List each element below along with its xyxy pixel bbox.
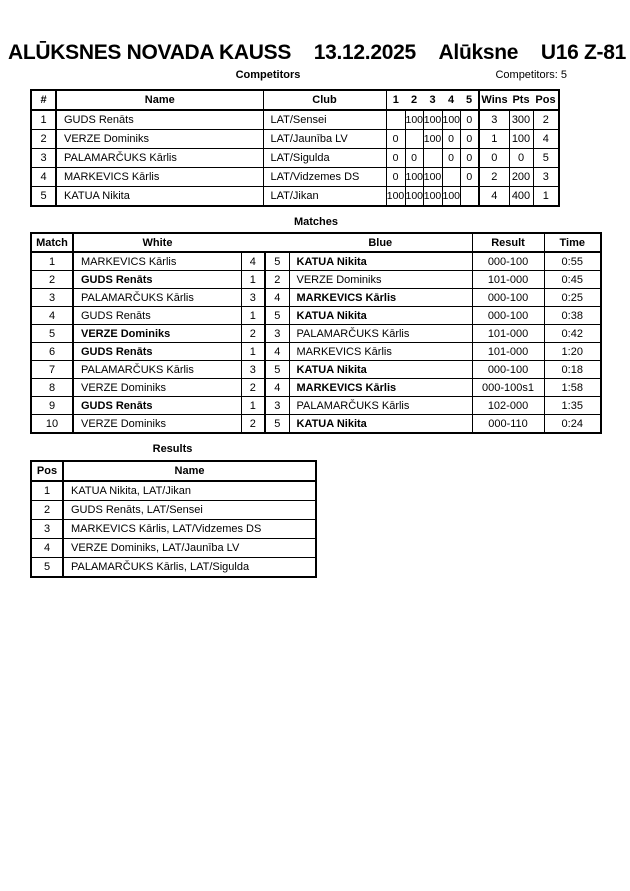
match-number: 3 (31, 289, 73, 307)
white-competitor-number: 2 (241, 325, 265, 343)
round-score-3: 100 (423, 110, 442, 130)
result-name: GUDS Renāts, LAT/Sensei (63, 501, 316, 520)
white-competitor-number: 1 (241, 271, 265, 289)
match-row (31, 343, 601, 361)
blue-competitor-number: 2 (265, 271, 289, 289)
col-header-match: Match (31, 233, 73, 252)
competitor-number: 3 (31, 149, 56, 168)
match-number: 5 (31, 325, 73, 343)
white-competitor-number: 2 (241, 379, 265, 397)
match-time: 1:20 (544, 343, 601, 361)
competitor-row (31, 149, 559, 168)
blue-competitor-number: 5 (265, 307, 289, 325)
section-label-matches: Matches (293, 216, 339, 228)
competitor-club: LAT/Jikan (263, 187, 386, 207)
match-number: 4 (31, 307, 73, 325)
round-score-1: 0 (386, 168, 405, 187)
col-header-round-4: 4 (442, 90, 460, 110)
round-score-5: 0 (460, 110, 479, 130)
matches-table (30, 232, 602, 434)
competitor-pos: 1 (533, 187, 559, 207)
match-time: 0:45 (544, 271, 601, 289)
col-header-white: White (73, 233, 241, 252)
white-competitor-name: GUDS Renāts (73, 307, 241, 325)
blue-competitor-name: VERZE Dominiks (289, 271, 472, 289)
round-score-3 (423, 149, 442, 168)
competitor-row (31, 168, 559, 187)
competitor-number: 4 (31, 168, 56, 187)
col-header-number: # (31, 90, 56, 110)
round-score-5: 0 (460, 168, 479, 187)
col-header-round-2: 2 (405, 90, 423, 110)
result-name: MARKEVICS Kārlis, LAT/Vidzemes DS (63, 520, 316, 539)
result-row (31, 481, 316, 501)
col-header-round-3: 3 (423, 90, 442, 110)
white-competitor-name: VERZE Dominiks (73, 325, 241, 343)
blue-competitor-name: MARKEVICS Kārlis (289, 379, 472, 397)
result-pos: 3 (31, 520, 63, 539)
col-header-time: Time (544, 233, 601, 252)
round-score-3: 100 (423, 187, 442, 207)
result-name: PALAMARČUKS Kārlis, LAT/Sigulda (63, 558, 316, 578)
results-header-row (31, 461, 316, 481)
competitor-pos: 5 (533, 149, 559, 168)
match-number: 9 (31, 397, 73, 415)
competitor-number: 1 (31, 110, 56, 130)
white-competitor-number: 4 (241, 252, 265, 271)
blue-competitor-name: KATUA Nikita (289, 361, 472, 379)
blue-competitor-number: 3 (265, 325, 289, 343)
competitors-count: Competitors: 5 (495, 69, 567, 81)
white-competitor-name: MARKEVICS Kārlis (73, 252, 241, 271)
competitor-row (31, 130, 559, 149)
match-time: 0:42 (544, 325, 601, 343)
competitor-wins: 4 (479, 187, 509, 207)
competitor-name: GUDS Renāts (56, 110, 263, 130)
col-header-name: Name (63, 461, 316, 481)
competitor-wins: 0 (479, 149, 509, 168)
col-header-pos: Pos (533, 90, 559, 110)
match-row (31, 379, 601, 397)
match-time: 0:25 (544, 289, 601, 307)
white-competitor-number: 1 (241, 397, 265, 415)
competitor-pts: 400 (509, 187, 533, 207)
match-result: 000-100 (472, 289, 544, 307)
match-row (31, 325, 601, 343)
white-competitor-number: 2 (241, 415, 265, 434)
match-result: 101-000 (472, 325, 544, 343)
competitor-name: MARKEVICS Kārlis (56, 168, 263, 187)
result-row (31, 539, 316, 558)
white-competitor-name: PALAMARČUKS Kārlis (73, 289, 241, 307)
match-row (31, 415, 601, 434)
col-header-blue: Blue (289, 233, 472, 252)
event-name: ALŪKSNES NOVADA KAUSS (8, 41, 292, 64)
match-time: 0:24 (544, 415, 601, 434)
white-competitor-number: 1 (241, 307, 265, 325)
match-row (31, 271, 601, 289)
competitors-header-row (31, 90, 559, 110)
match-number: 1 (31, 252, 73, 271)
blue-competitor-name: MARKEVICS Kārlis (289, 343, 472, 361)
blue-competitor-number: 5 (265, 252, 289, 271)
match-row (31, 397, 601, 415)
match-result: 101-000 (472, 271, 544, 289)
white-competitor-number: 1 (241, 343, 265, 361)
match-result: 000-100 (472, 361, 544, 379)
match-result: 000-100 (472, 252, 544, 271)
white-competitor-name: PALAMARČUKS Kārlis (73, 361, 241, 379)
blue-competitor-name: MARKEVICS Kārlis (289, 289, 472, 307)
round-score-1 (386, 110, 405, 130)
match-result: 000-100 (472, 307, 544, 325)
section-label-competitors: Competitors (235, 69, 301, 81)
col-header-blue-num (265, 233, 289, 252)
col-header-wins: Wins (479, 90, 509, 110)
blue-competitor-name: PALAMARČUKS Kārlis (289, 325, 472, 343)
round-score-4: 0 (442, 149, 460, 168)
round-score-1: 0 (386, 149, 405, 168)
matches-header-row (31, 233, 601, 252)
event-date: 13.12.2025 (313, 41, 416, 64)
match-time: 0:18 (544, 361, 601, 379)
round-score-2: 100 (405, 168, 423, 187)
white-competitor-name: GUDS Renāts (73, 271, 241, 289)
match-row (31, 289, 601, 307)
competitor-pos: 3 (533, 168, 559, 187)
competitor-club: LAT/Sigulda (263, 149, 386, 168)
result-pos: 4 (31, 539, 63, 558)
result-pos: 1 (31, 481, 63, 501)
match-row (31, 361, 601, 379)
round-score-1: 100 (386, 187, 405, 207)
round-score-1: 0 (386, 130, 405, 149)
competitor-name: KATUA Nikita (56, 187, 263, 207)
round-score-4 (442, 168, 460, 187)
col-header-result: Result (472, 233, 544, 252)
result-name: VERZE Dominiks, LAT/Jaunība LV (63, 539, 316, 558)
blue-competitor-name: KATUA Nikita (289, 307, 472, 325)
result-pos: 2 (31, 501, 63, 520)
match-number: 6 (31, 343, 73, 361)
white-competitor-number: 3 (241, 361, 265, 379)
round-score-5 (460, 187, 479, 207)
competitor-number: 2 (31, 130, 56, 149)
white-competitor-name: GUDS Renāts (73, 343, 241, 361)
match-number: 7 (31, 361, 73, 379)
result-row (31, 520, 316, 539)
match-row (31, 307, 601, 325)
white-competitor-name: VERZE Dominiks (73, 379, 241, 397)
competitor-club: LAT/Vidzemes DS (263, 168, 386, 187)
blue-competitor-number: 4 (265, 289, 289, 307)
competitor-pts: 0 (509, 149, 533, 168)
round-score-2 (405, 130, 423, 149)
competitor-number: 5 (31, 187, 56, 207)
blue-competitor-number: 4 (265, 343, 289, 361)
col-header-round-5: 5 (460, 90, 479, 110)
match-row (31, 252, 601, 271)
result-pos: 5 (31, 558, 63, 578)
col-header-club: Club (263, 90, 386, 110)
competitor-row (31, 187, 559, 207)
competitor-pts: 200 (509, 168, 533, 187)
event-category: U16 Z-81 (540, 41, 626, 64)
match-result: 102-000 (472, 397, 544, 415)
competitor-wins: 3 (479, 110, 509, 130)
result-row (31, 501, 316, 520)
white-competitor-name: GUDS Renāts (73, 397, 241, 415)
match-time: 0:38 (544, 307, 601, 325)
blue-competitor-name: PALAMARČUKS Kārlis (289, 397, 472, 415)
competitor-pts: 100 (509, 130, 533, 149)
page-title (8, 41, 626, 65)
match-result: 101-000 (472, 343, 544, 361)
results-table (30, 460, 317, 578)
match-time: 0:55 (544, 252, 601, 271)
round-score-5: 0 (460, 149, 479, 168)
blue-competitor-number: 3 (265, 397, 289, 415)
col-header-pos: Pos (31, 461, 63, 481)
result-name: KATUA Nikita, LAT/Jikan (63, 481, 316, 501)
blue-competitor-name: KATUA Nikita (289, 415, 472, 434)
competitor-name: PALAMARČUKS Kārlis (56, 149, 263, 168)
match-time: 1:58 (544, 379, 601, 397)
event-location: Alūksne (438, 41, 519, 64)
result-row (31, 558, 316, 578)
match-time: 1:35 (544, 397, 601, 415)
round-score-4: 100 (442, 187, 460, 207)
match-number: 8 (31, 379, 73, 397)
competitor-wins: 1 (479, 130, 509, 149)
competitors-table (30, 89, 560, 207)
blue-competitor-number: 5 (265, 361, 289, 379)
white-competitor-name: VERZE Dominiks (73, 415, 241, 434)
competitor-row (31, 110, 559, 130)
round-score-5: 0 (460, 130, 479, 149)
white-competitor-number: 3 (241, 289, 265, 307)
competitor-club: LAT/Jaunība LV (263, 130, 386, 149)
blue-competitor-name: KATUA Nikita (289, 252, 472, 271)
round-score-2: 0 (405, 149, 423, 168)
section-label-results: Results (152, 443, 193, 455)
col-header-name: Name (56, 90, 263, 110)
col-header-pts: Pts (509, 90, 533, 110)
competitor-wins: 2 (479, 168, 509, 187)
col-header-white-num (241, 233, 265, 252)
competitor-club: LAT/Sensei (263, 110, 386, 130)
match-result: 000-100s1 (472, 379, 544, 397)
match-number: 10 (31, 415, 73, 434)
blue-competitor-number: 5 (265, 415, 289, 434)
round-score-4: 0 (442, 130, 460, 149)
competitor-pos: 4 (533, 130, 559, 149)
round-score-2: 100 (405, 110, 423, 130)
competitor-pts: 300 (509, 110, 533, 130)
round-score-2: 100 (405, 187, 423, 207)
round-score-3: 100 (423, 168, 442, 187)
competitor-name: VERZE Dominiks (56, 130, 263, 149)
blue-competitor-number: 4 (265, 379, 289, 397)
round-score-4: 100 (442, 110, 460, 130)
round-score-3: 100 (423, 130, 442, 149)
competitor-pos: 2 (533, 110, 559, 130)
col-header-round-1: 1 (386, 90, 405, 110)
match-result: 000-110 (472, 415, 544, 434)
match-number: 2 (31, 271, 73, 289)
